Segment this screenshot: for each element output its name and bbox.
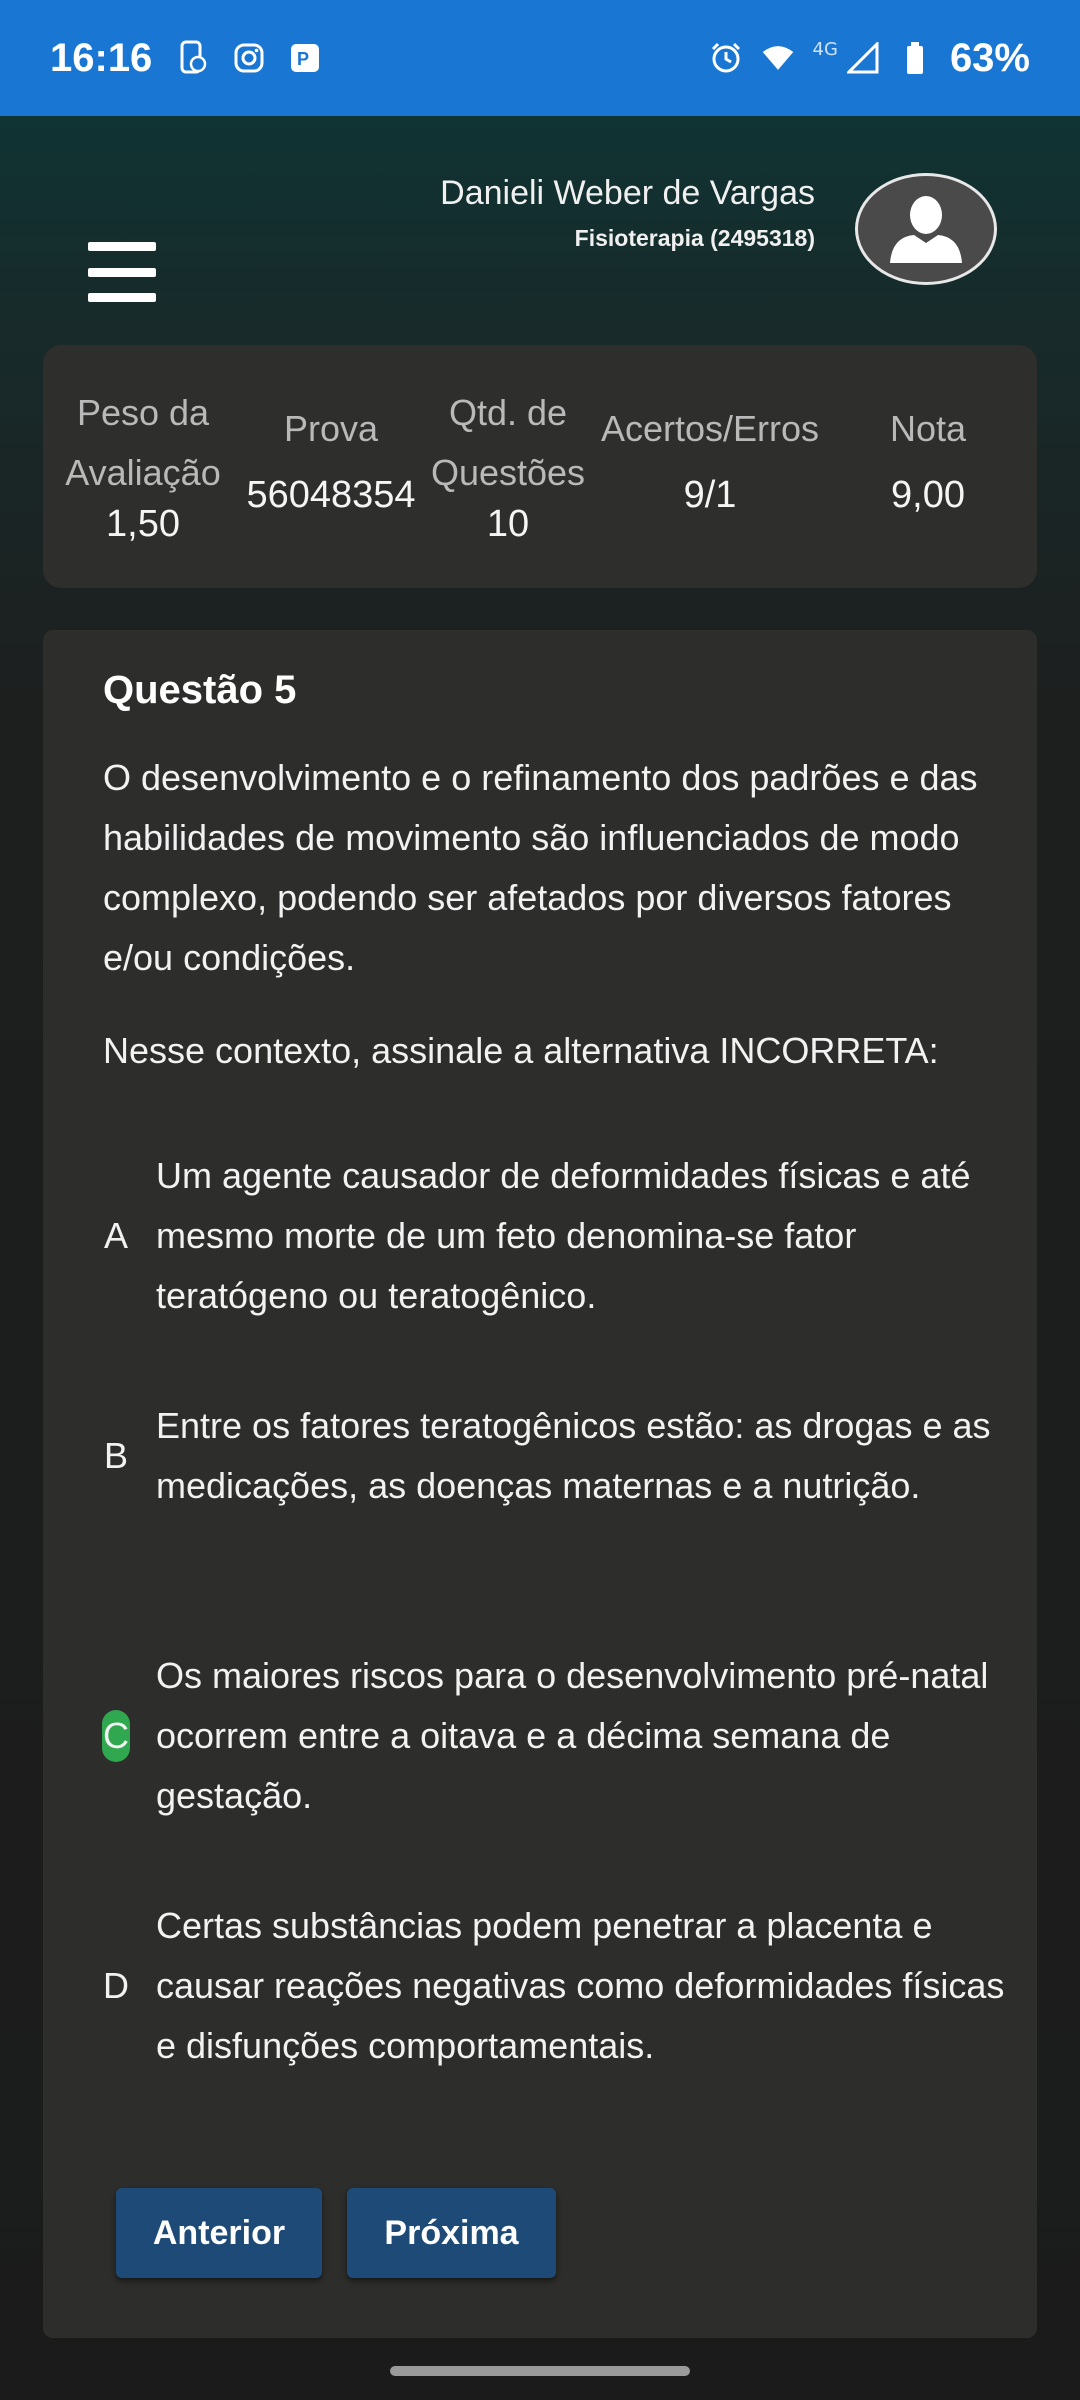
menu-icon-bar <box>88 242 156 251</box>
home-indicator[interactable] <box>390 2366 690 2376</box>
grade-column <box>843 399 1013 517</box>
signal-icon <box>846 41 880 75</box>
questions-label: Questões <box>430 452 586 493</box>
weight-value: 1,50 <box>106 503 180 545</box>
question-title: Questão 5 <box>103 668 297 712</box>
instagram-icon <box>232 41 266 75</box>
option-letter: A <box>103 1215 128 1256</box>
svg-text:P: P <box>297 49 310 69</box>
next-button[interactable]: Próxima <box>347 2188 556 2278</box>
avatar[interactable] <box>855 173 997 285</box>
option-text: Um agente causador de deformidades físicas e até mesmo morte de um feto denomina-se fator teratógeno ou teratogênico. <box>156 1155 971 1316</box>
battery-percent: 63% <box>949 35 1030 80</box>
battery-icon <box>898 41 932 75</box>
previous-button[interactable]: Anterior <box>116 2188 322 2278</box>
questions-label: Qtd. de <box>448 392 568 433</box>
parking-app-icon <box>288 41 322 75</box>
user-name: Danieli Weber de Vargas <box>440 174 815 212</box>
option-letter: B <box>103 1435 128 1476</box>
question-instruction: Nesse contexto, assinale a alternativa INCORRETA: <box>103 1030 939 1071</box>
option-letter: D <box>103 1965 129 2006</box>
menu-icon-bar <box>88 268 156 277</box>
phone-sync-icon <box>176 41 210 75</box>
weight-label: Avaliação <box>65 452 221 493</box>
menu-button[interactable] <box>88 242 156 302</box>
option-a[interactable] <box>98 1146 1018 1326</box>
score-label: Acertos/Erros <box>600 408 820 449</box>
option-text: Entre os fatores teratogênicos estão: as drogas e as medicações, as doenças maternas e a nutrição. <box>156 1405 991 1506</box>
option-c[interactable] <box>98 1646 1018 1826</box>
question-text: O desenvolvimento e o refinamento dos padrões e das habilidades de movimento são influenciados de modo complexo, podendo ser afetados por diversos fatores e/ou condições. <box>103 757 978 978</box>
option-b[interactable] <box>98 1396 1018 1516</box>
option-text: Os maiores riscos para o desenvolvimento pré-natal ocorrem entre a oitava e a décima semana de gestação. <box>156 1655 989 1816</box>
option-d[interactable] <box>98 1896 1018 2076</box>
status-bar <box>0 0 1080 116</box>
user-course: Fisioterapia (2495318) <box>574 225 815 251</box>
question-card <box>43 630 1037 2338</box>
exam-label: Prova <box>283 408 379 449</box>
wifi-icon <box>761 41 795 75</box>
status-time: 16:16 <box>50 35 153 80</box>
exam-value: 56048354 <box>246 474 416 516</box>
menu-icon-bar <box>88 293 156 302</box>
score-value: 9/1 <box>683 474 737 516</box>
grade-value: 9,00 <box>891 474 965 516</box>
alarm-icon <box>709 41 743 75</box>
score-column <box>595 399 825 517</box>
weight-column <box>63 383 223 546</box>
user-icon <box>884 193 968 265</box>
questions-column <box>428 383 588 546</box>
user-info <box>440 174 815 252</box>
option-text: Certas substâncias podem penetrar a placenta e causar reações negativas como deformidades físicas e disfunções comportamentais. <box>156 1905 1005 2066</box>
exam-column <box>241 399 421 517</box>
weight-label: Peso da <box>76 392 210 433</box>
summary-card <box>43 345 1037 588</box>
questions-value: 10 <box>486 503 530 545</box>
grade-label: Nota <box>889 408 967 449</box>
option-letter-selected: C <box>102 1710 130 1762</box>
network-type: 4G <box>812 38 838 60</box>
